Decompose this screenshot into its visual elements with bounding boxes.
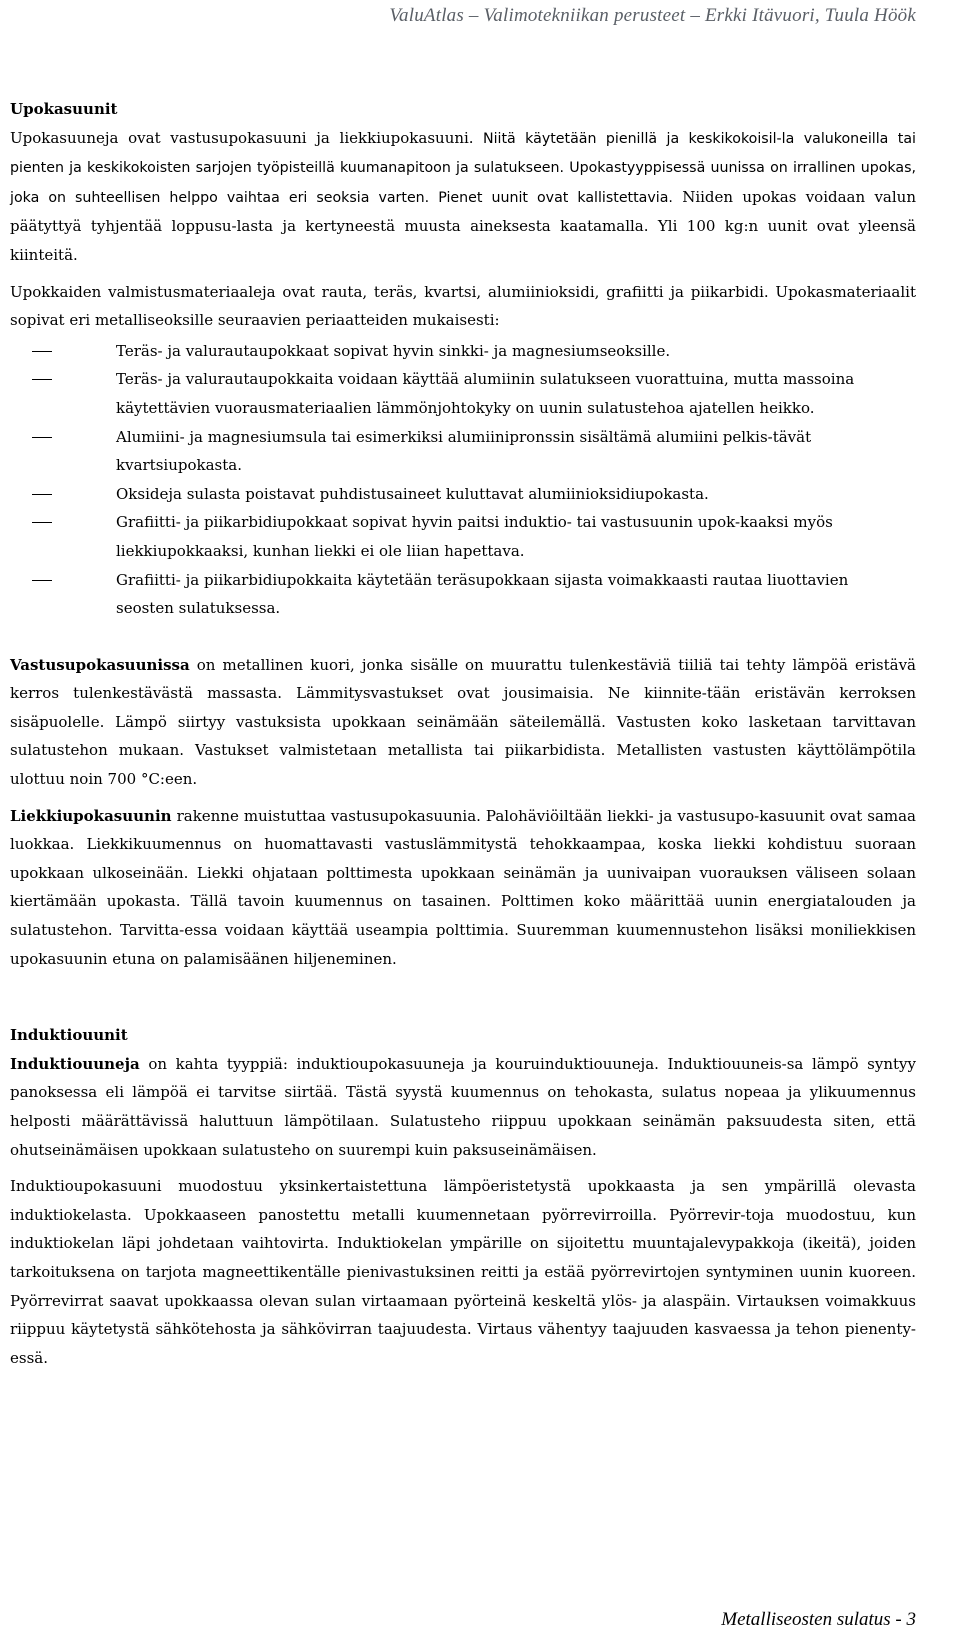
list-item: Grafiitti- ja piikarbidiupokkaita käytetään teräsupokkaan sijasta voimakkaasti rautaa liuottavien seosten sulatuksessa. <box>116 566 902 623</box>
upokasmateriaalit-paragraph: Upokkaiden valmistusmateriaaleja ovat rauta, teräs, kvartsi, alumiinioksidi, grafiitti ja piikarbidi. Upokasmateriaalit sopivat eri metalliseoksille seuraavien periaatteiden mukaisesti: <box>10 282 916 330</box>
running-header: ValuAtlas – Valimotekniikan perusteet – Erkki Itävuori, Tuula Höök <box>389 5 916 26</box>
heading-upokasuunit: Upokasuunit <box>10 100 118 118</box>
list-item: Teräs- ja valurautaupokkaat sopivat hyvin sinkki- ja magnesiumseoksille. <box>116 337 902 366</box>
liekki-text: rakenne muistuttaa vastusupokasuunia. Palohäviöiltään liekki- ja vastusupo-kasuunit ovat samaa luokkaa. Liekkikuumennus on huomattavasti vastuslämmitystä tehokkaampaa, koska liekki kohdistuu suoraan upokkaan ulkoseinään. Liekki ohjataan polttimesta upokkaan seinämän ja uunivaipan vuorauksen väliseen solaan kiertämään upokasta. Tällä tavoin kuumennus on tasainen. Polttimen koko määrittää uunin energiatalouden ja sulatustehon. Tarvitta-essa voidaan käyttää useampia polttimia. Suuremman kuumennustehon lisäksi moniliekkisen upokasuunin etuna on palamisäänen hiljeneminen. <box>10 806 916 968</box>
upokasuunit-text-b: Niitä käytetään pienillä ja keskikokoisil-la valukoneilla tai pienten ja keskikokoisten sarjojen työpisteillä kuumanapitoon ja sulatukseen. Upokastyyppisessä uunissa on irrallinen upokas, joka on suhteellisen helppo vaihtaa eri seoksia varten. Pienet uunit ovat kallistettavia. <box>10 130 916 206</box>
upokasuunit-text-a: Upokasuuneja ovat vastusupokasuuni ja liekkiupokasuuni. <box>10 128 474 147</box>
induktiouunit-section <box>10 1021 916 1164</box>
induktioupokasuuni-paragraph: Induktioupokasuuni muodostuu yksinkertaistettuna lämpöeristetystä upokkaasta ja sen ympärillä olevasta induktiokelasta. Upokkaaseen panostettu metalli kuumennetaan pyörrevirroilla. Pyörrevir-toja muodostuu, kun induktiokelan läpi johdetaan vaihtovirta. Induktiokelan ympärille on sijoitettu muuntajalevypakkoja (ikeitä), joiden tarkoituksena on tarjota magneettikentälle pienivastuksinen reitti ja estää pyörrevirtojen syntyminen uunin kuoreen. Pyörrevirrat saavat upokkaassa olevan sulan virtaamaan pyörteinä keskeltä ylös- ja alaspäin. Virtauksen voimakkuus riippuu käytetystä sähkötehosta ja sähkövirran taajuudesta. Virtaus vähentyy taajuuden kasvaessa ja tehon pienenty-essä. <box>10 1177 916 1367</box>
induktio-text: on kahta tyyppiä: induktioupokasuuneja ja kouruinduktiouuneja. Induktiouuneis-sa lämpö syntyy panoksessa eli lämpöä ei tarvitse siirtää. Tästä syystä kuumennus on tehokasta, sulatus nopeaa ja ylikuumennus helposti määrättävissä haluttuun lämpötilaan. Sulatusteho riippuu upokkaan seinämän paksuudesta siten, että ohutseinämäisen upokkaan sulatusteho on suurempi kuin paksuseinämäisen. <box>10 1054 916 1159</box>
page-footer: Metalliseosten sulatus - 3 <box>721 1609 916 1630</box>
term-vastusupokasuuni: Vastusupokasuunissa <box>10 655 190 674</box>
list-item: Oksideja sulasta poistavat puhdistusaineet kuluttavat alumiinioksidiupokasta. <box>116 480 902 509</box>
document-body <box>10 95 916 1372</box>
list-item: Alumiini- ja magnesiumsula tai esimerkiksi alumiinipronssin sisältämä alumiini pelkis-tävät kvartsiupokasta. <box>116 423 902 480</box>
list-item: Grafiitti- ja piikarbidiupokkaat sopivat hyvin paitsi induktio- tai vastusuunin upok-kaaksi myös liekkiupokkaaksi, kunhan liekki ei ole liian hapettava. <box>116 508 902 565</box>
heading-induktiouunit: Induktiouunit <box>10 1026 128 1045</box>
upokasuunit-section <box>10 95 916 270</box>
list-item: Teräs- ja valurautaupokkaita voidaan käyttää alumiinin sulatukseen vuorattuina, mutta massoina käytettävien vuorausmateriaalien lämmönjohtokyky on uunin sulatustehoa ajatellen heikko. <box>116 365 902 422</box>
upokasuunit-text-c: Niiden upokas voidaan valun päätyttyä tyhjentää loppusu-lasta ja kertyneestä muusta aineksesta kaatamalla. Yli 100 kg:n uunit ovat yleensä kiinteitä. <box>10 187 916 264</box>
vastus-text: on metallinen kuori, jonka sisälle on muurattu tulenkestäviä tiiliä tai tehty lämpöä eristävä kerros tulenkestävästä massasta. Lämmitysvastukset ovat jousimaisia. Ne kiinnite-tään eristävän kerroksen sisäpuolelle. Lämpö siirtyy vastuksista upokkaan seinämään säteilemällä. Vastusten koko lasketaan tarvittavan sulatustehon mukaan. Vastukset valmistetaan metallista tai piikarbidista. Metallisten vastusten käyttölämpötila ulottuu noin 700 °C:een. <box>10 655 916 789</box>
material-list <box>10 337 902 623</box>
term-liekkiupokasuuni: Liekkiupokasuunin <box>10 806 172 825</box>
vastusupokasuuni-paragraph <box>10 651 916 794</box>
term-induktiouuneja: Induktiouuneja <box>10 1054 140 1073</box>
liekkiupokasuuni-paragraph <box>10 802 916 974</box>
